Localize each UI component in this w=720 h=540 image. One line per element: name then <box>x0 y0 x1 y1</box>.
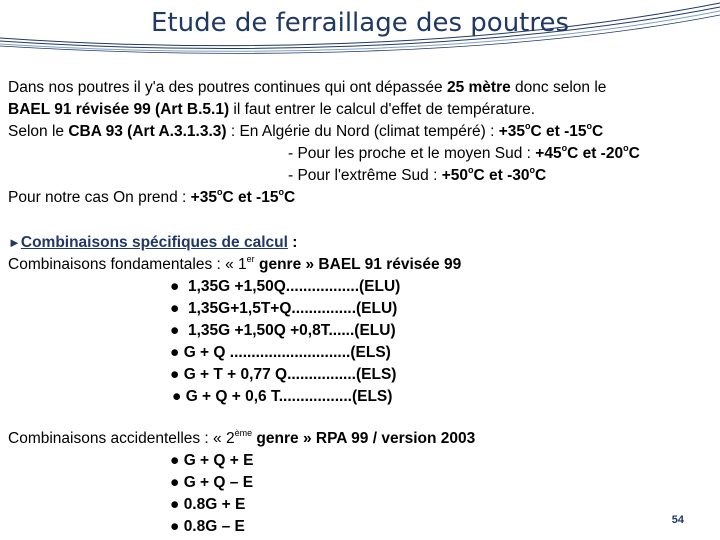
text: G + Q + E <box>183 452 254 469</box>
text: Pour notre cas On prend : <box>8 189 191 206</box>
triangle-bullet-icon: ► <box>8 235 21 250</box>
intro-line-2 <box>8 99 535 121</box>
intro-line-3 <box>8 121 603 143</box>
text-bold: genre » BAEL 91 révisée 99 <box>254 256 462 273</box>
intro-line-6 <box>8 187 295 209</box>
text-bold: genre » RPA 99 / version 2003 <box>252 430 476 447</box>
text-bold: 25 mètre <box>446 79 511 96</box>
text: : <box>287 234 298 251</box>
text: G + Q + 0,6 T.................(ELS) <box>185 388 393 405</box>
text: 0.8G – E <box>183 518 245 535</box>
text: - Pour les proche et le moyen Sud : <box>288 145 536 162</box>
fundamental-item <box>170 342 391 364</box>
text: G + T + 0,77 Q................(ELS) <box>183 366 397 383</box>
temp-value: $+35^oC$ et -15$^o$C <box>498 120 604 140</box>
text: 0.8G + E <box>183 496 246 513</box>
bullet-icon: ● <box>170 278 180 295</box>
bullet-icon: ● <box>170 452 180 469</box>
text: Dans nos poutres il y'a des poutres continues qui ont dépassée <box>8 79 447 96</box>
fundamental-item <box>170 320 396 342</box>
bullet-icon: ● <box>170 344 180 361</box>
intro-line-4 <box>288 143 640 165</box>
text: 1,35G+1,5T+Q...............(ELU) <box>188 300 398 317</box>
text: : En Algérie du Nord (climat tempéré) : <box>226 123 499 140</box>
fundamental-item <box>170 364 396 386</box>
bullet-icon: ● <box>170 366 180 383</box>
text: Selon le <box>8 123 69 140</box>
bullet-icon: ● <box>170 322 180 339</box>
temp-value: $+35^oC$ et -15$^o$C <box>190 186 296 206</box>
section-title: Combinaisons spécifiques de calcul <box>20 234 288 251</box>
bullet-icon: ● <box>172 388 182 405</box>
superscript: er <box>246 253 255 264</box>
intro-line-5 <box>288 165 546 187</box>
fundamental-heading <box>8 254 461 276</box>
text: il faut entrer le calcul d'effet de température. <box>229 101 536 118</box>
page-number: 54 <box>671 514 684 526</box>
page-title: Etude de ferraillage des poutres <box>150 8 570 38</box>
accidental-item <box>170 516 245 538</box>
text: 1,35G +1,50Q.................(ELU) <box>188 278 401 295</box>
accidental-item <box>170 472 253 494</box>
bullet-icon: ● <box>170 518 180 535</box>
accidental-item <box>170 450 253 472</box>
text: G + Q ............................(ELS) <box>183 344 391 361</box>
text-bold: CBA 93 (Art A.3.1.3.3) <box>68 123 227 140</box>
text-bold: BAEL 91 révisée 99 (Art B.5.1) <box>8 101 230 118</box>
fundamental-item <box>170 276 400 298</box>
text: donc selon le <box>510 79 607 96</box>
temp-value: $+45^oC$ et -20$^o$C <box>535 142 640 162</box>
text: Combinaisons fondamentales : « 1 <box>8 256 247 273</box>
title-banner <box>0 0 720 60</box>
text: 1,35G +1,50Q +0,8T......(ELU) <box>188 322 396 339</box>
fundamental-item <box>172 386 392 408</box>
accidental-item <box>170 494 245 516</box>
bullet-icon: ● <box>170 496 180 513</box>
bullet-icon: ● <box>170 300 180 317</box>
text: - Pour l'extrême Sud : <box>288 167 442 184</box>
superscript: ème <box>234 427 253 438</box>
text: G + Q – E <box>183 474 254 491</box>
section-heading <box>8 232 297 254</box>
fundamental-item <box>170 298 397 320</box>
text: Combinaisons accidentelles : « 2 <box>8 430 235 447</box>
accidental-heading <box>8 428 475 450</box>
bullet-icon: ● <box>170 474 180 491</box>
temp-value: $+50^oC$ et -30$^o$C <box>441 164 547 184</box>
intro-line-1 <box>8 77 606 99</box>
